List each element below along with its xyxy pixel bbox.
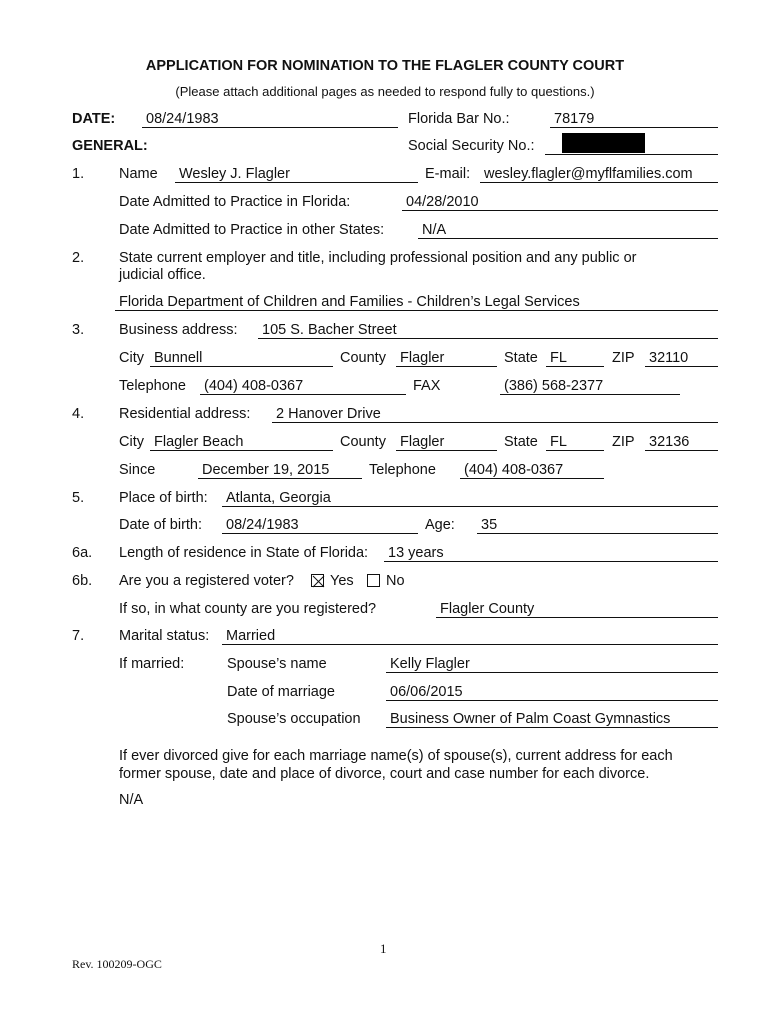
bar-no-field[interactable]: 78179 — [550, 110, 718, 128]
employer-field[interactable]: Florida Department of Children and Families - Children’s Legal Services — [115, 293, 718, 311]
business-county-label: County — [340, 350, 386, 366]
business-state-field[interactable]: FL — [546, 349, 604, 367]
business-county-field[interactable]: Flagler — [396, 349, 497, 367]
ssn-label: Social Security No.: — [408, 138, 535, 154]
q5-number: 5. — [72, 490, 85, 506]
residence-length-label: Length of residence in State of Florida: — [119, 545, 369, 561]
form-subtitle: (Please attach additional pages as needed to respond fully to questions.) — [175, 84, 595, 99]
voter-county-field[interactable]: Flagler County — [436, 600, 718, 618]
voter-yes-checkbox[interactable] — [311, 574, 324, 587]
residence-length-field[interactable]: 13 years — [384, 544, 718, 562]
divorce-question-line2: former spouse, date and place of divorce, court and case number for each divorce. — [119, 766, 650, 782]
residential-phone-field[interactable]: (404) 408-0367 — [460, 461, 604, 479]
q2-number: 2. — [72, 250, 85, 266]
q4-number: 4. — [72, 406, 85, 422]
name-field[interactable]: Wesley J. Flagler — [175, 165, 418, 183]
voter-no-label: No — [386, 573, 405, 589]
bar-no-label: Florida Bar No.: — [408, 111, 510, 127]
business-phone-label: Telephone — [119, 378, 186, 394]
voter-no-checkbox[interactable] — [367, 574, 380, 587]
since-field[interactable]: December 19, 2015 — [198, 461, 362, 479]
q2-question-line2: judicial office. — [119, 267, 206, 283]
voter-yes-label: Yes — [330, 573, 354, 589]
admitted-fl-field[interactable]: 04/28/2010 — [402, 193, 718, 211]
business-zip-field[interactable]: 32110 — [645, 349, 718, 367]
business-city-field[interactable]: Bunnell — [150, 349, 333, 367]
admitted-other-field[interactable]: N/A — [418, 221, 718, 239]
business-address-field[interactable]: 105 S. Bacher Street — [258, 321, 718, 339]
date-field[interactable]: 08/24/1983 — [142, 110, 398, 128]
spouse-occupation-field[interactable]: Business Owner of Palm Coast Gymnastics — [386, 710, 718, 728]
residential-phone-label: Telephone — [369, 462, 436, 478]
age-field[interactable]: 35 — [477, 516, 718, 534]
residential-zip-label: ZIP — [612, 434, 635, 450]
q6b-number: 6b. — [72, 573, 93, 589]
ssn-field[interactable] — [545, 137, 718, 155]
if-married-label: If married: — [119, 656, 185, 672]
place-of-birth-label: Place of birth: — [119, 490, 208, 506]
admitted-fl-label: Date Admitted to Practice in Florida: — [119, 194, 351, 210]
business-state-label: State — [504, 350, 538, 366]
since-label: Since — [119, 462, 156, 478]
q7-number: 7. — [72, 628, 85, 644]
check-x-icon — [312, 575, 325, 588]
voter-county-label: If so, in what county are you registered? — [119, 601, 377, 617]
form-title: APPLICATION FOR NOMINATION TO THE FLAGLER COUNTY COURT — [145, 58, 625, 74]
business-zip-label: ZIP — [612, 350, 635, 366]
residential-state-field[interactable]: FL — [546, 433, 604, 451]
marital-status-field[interactable]: Married — [222, 627, 718, 645]
residential-address-field[interactable]: 2 Hanover Drive — [272, 405, 718, 423]
page-number: 1 — [380, 941, 387, 956]
marriage-date-label: Date of marriage — [227, 684, 335, 700]
date-label: DATE: — [72, 111, 116, 127]
residential-city-label: City — [119, 434, 144, 450]
marriage-date-field[interactable]: 06/06/2015 — [386, 683, 718, 701]
registered-voter-label: Are you a registered voter? — [119, 573, 294, 589]
fax-label: FAX — [413, 378, 441, 394]
business-address-label: Business address: — [119, 322, 238, 338]
q1-number: 1. — [72, 166, 85, 182]
date-of-birth-field[interactable]: 08/24/1983 — [222, 516, 418, 534]
email-field[interactable]: wesley.flagler@myflfamilies.com — [480, 165, 718, 183]
residential-state-label: State — [504, 434, 538, 450]
residential-county-field[interactable]: Flagler — [396, 433, 497, 451]
fax-field[interactable]: (386) 568-2377 — [500, 377, 680, 395]
business-phone-field[interactable]: (404) 408-0367 — [200, 377, 406, 395]
place-of-birth-field[interactable]: Atlanta, Georgia — [222, 489, 718, 507]
marital-status-label: Marital status: — [119, 628, 210, 644]
revision-code: Rev. 100209-OGC — [72, 957, 162, 971]
divorce-question-line1: If ever divorced give for each marriage name(s) of spouse(s), current address for each — [119, 748, 673, 764]
spouse-name-field[interactable]: Kelly Flagler — [386, 655, 718, 673]
residential-address-label: Residential address: — [119, 406, 251, 422]
general-heading: GENERAL: — [72, 138, 148, 154]
q3-number: 3. — [72, 322, 85, 338]
name-label: Name — [119, 166, 158, 182]
q6a-number: 6a. — [72, 545, 93, 561]
residential-county-label: County — [340, 434, 386, 450]
q2-question-line1: State current employer and title, including professional position and any public or — [119, 250, 637, 266]
residential-zip-field[interactable]: 32136 — [645, 433, 718, 451]
date-of-birth-label: Date of birth: — [119, 517, 203, 533]
spouse-name-label: Spouse’s name — [227, 656, 327, 672]
admitted-other-label: Date Admitted to Practice in other States: — [119, 222, 385, 238]
redaction-box — [562, 133, 645, 153]
age-label: Age: — [425, 517, 455, 533]
divorce-answer: N/A — [119, 792, 144, 808]
email-label: E-mail: — [425, 166, 471, 182]
spouse-occupation-label: Spouse’s occupation — [227, 711, 361, 727]
residential-city-field[interactable]: Flagler Beach — [150, 433, 333, 451]
business-city-label: City — [119, 350, 144, 366]
